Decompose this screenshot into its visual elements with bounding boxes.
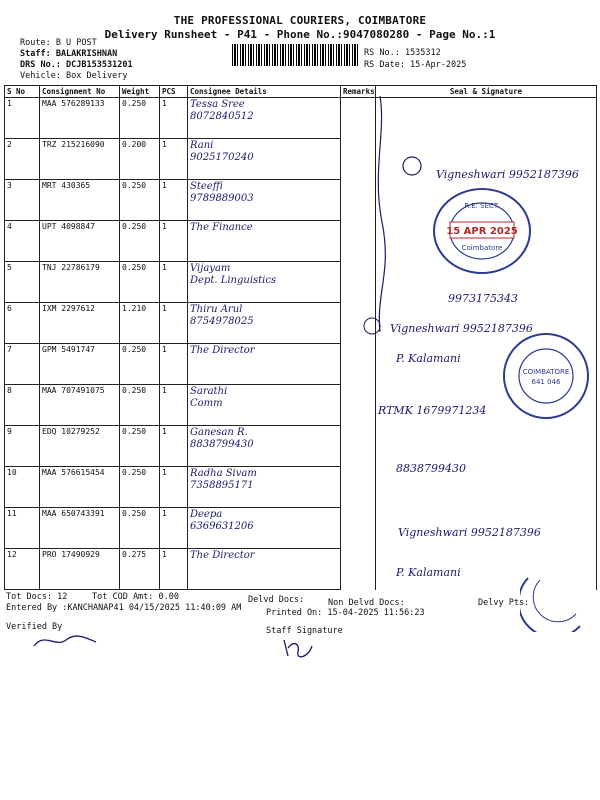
cell-weight: 0.250 — [120, 467, 160, 508]
cell-weight: 0.250 — [120, 426, 160, 467]
cell-consignee — [188, 98, 341, 139]
col-consignment: Consignment No — [40, 86, 120, 98]
rs-no: RS No.: 1535312 — [364, 48, 441, 58]
signature-row-5: 9973175343 — [448, 292, 518, 305]
cell-consignee — [188, 303, 341, 344]
cell-sno: 7 — [5, 344, 40, 385]
sheet-subtitle: Delivery Runsheet - P41 - Phone No.:9047080280 - Page No.:1 — [104, 28, 496, 41]
cell-sno: 3 — [5, 180, 40, 221]
consignee-phone: Comm — [190, 398, 223, 409]
svg-text:641 046: 641 046 — [531, 378, 561, 386]
cell-sno: 10 — [5, 467, 40, 508]
cell-weight: 0.250 — [120, 385, 160, 426]
cell-consignment-no: MAA 576615454 — [40, 467, 120, 508]
cell-sno: 2 — [5, 139, 40, 180]
cell-seal-signature — [376, 98, 597, 139]
col-consignee: Consignee Details — [188, 86, 341, 98]
consignee-name: The Finance — [190, 222, 253, 233]
consignee-name: Ganesan R. — [190, 427, 248, 438]
cell-sno: 12 — [5, 549, 40, 590]
table-row — [5, 98, 597, 139]
cell-consignee — [188, 139, 341, 180]
cell-consignment-no: GPM 5491747 — [40, 344, 120, 385]
cell-pcs: 1 — [160, 549, 188, 590]
signature-row-11: Vigneshwari 9952187396 — [398, 526, 541, 539]
consignee-phone: Dept. Linguistics — [190, 275, 277, 286]
signature-row-9: 8838799430 — [396, 462, 466, 475]
sheet-title: THE PROFESSIONAL COURIERS, COIMBATORE — [173, 14, 427, 27]
barcode — [232, 44, 360, 66]
university-stamp-2 — [500, 330, 592, 422]
cell-pcs: 1 — [160, 98, 188, 139]
col-seal: Seal & Signature — [376, 86, 597, 98]
consignee-phone: 9025170240 — [190, 152, 254, 163]
verified-signature — [30, 628, 100, 650]
cell-sno: 1 — [5, 98, 40, 139]
consignee-phone: 8072840512 — [190, 111, 254, 122]
svg-text:15 APR 2025: 15 APR 2025 — [446, 226, 518, 237]
cell-consignment-no: TRZ 215216090 — [40, 139, 120, 180]
tot-docs: Tot Docs: 12 — [6, 592, 68, 602]
signature-row-6: Vigneshwari 9952187396 — [390, 322, 533, 335]
cell-consignment-no: MRT 430365 — [40, 180, 120, 221]
cell-consignee — [188, 344, 341, 385]
cell-sno: 6 — [5, 303, 40, 344]
consignee-name: Radha Sivam — [190, 468, 257, 479]
cell-consignee — [188, 221, 341, 262]
cell-seal-signature — [376, 426, 597, 467]
table-row — [5, 426, 597, 467]
delvy-pts: Delvy Pts: — [478, 598, 530, 608]
cell-sno: 4 — [5, 221, 40, 262]
entered-by: Entered By :KANCHANAP41 04/15/2025 11:40:09 AM — [6, 603, 242, 613]
cell-weight: 0.250 — [120, 98, 160, 139]
col-weight: Weight — [120, 86, 160, 98]
cell-pcs: 1 — [160, 426, 188, 467]
signature-row-3: Vigneshwari 9952187396 — [436, 168, 579, 181]
staff-signature: Staff Signature — [266, 626, 343, 636]
verified-by: Verified By — [6, 622, 63, 632]
cell-sno: 9 — [5, 426, 40, 467]
consignee-name: Steeffi — [190, 181, 223, 192]
cell-weight: 0.250 — [120, 262, 160, 303]
tot-cod-amt: Tot COD Amt: 0.00 — [92, 592, 179, 602]
consignee-name: Deepa — [190, 509, 223, 520]
svg-text:R.E. SECT.: R.E. SECT. — [464, 202, 500, 210]
consignee-name: Rani — [190, 140, 214, 151]
circle-mark-3 — [400, 154, 426, 178]
drs-no: DRS No.: DCJB153531201 — [20, 60, 133, 70]
cell-weight: 0.250 — [120, 344, 160, 385]
col-remarks: Remarks — [341, 86, 376, 98]
consignee-name: Tessa Sree — [190, 99, 245, 110]
cell-pcs: 1 — [160, 262, 188, 303]
cell-consignee — [188, 180, 341, 221]
cell-sno: 11 — [5, 508, 40, 549]
cell-pcs: 1 — [160, 139, 188, 180]
cell-consignment-no: MAA 576289133 — [40, 98, 120, 139]
cell-consignee — [188, 508, 341, 549]
cell-consignment-no: IXM 2297612 — [40, 303, 120, 344]
consignee-phone: 9789889003 — [190, 193, 254, 204]
consignee-phone: 8838799430 — [190, 439, 254, 450]
table-row — [5, 467, 597, 508]
cell-consignee — [188, 262, 341, 303]
cell-weight: 0.250 — [120, 180, 160, 221]
cell-sno: 8 — [5, 385, 40, 426]
cell-consignee — [188, 549, 341, 590]
cell-pcs: 1 — [160, 508, 188, 549]
cell-consignment-no: TNJ 22786179 — [40, 262, 120, 303]
cell-consignment-no: UPT 4098847 — [40, 221, 120, 262]
non-delvd-docs: Non Delvd Docs: — [328, 598, 405, 608]
consignee-name: Thiru Arul — [190, 304, 243, 315]
cell-pcs: 1 — [160, 467, 188, 508]
vehicle: Vehicle: Box Delivery — [20, 71, 128, 81]
staff-signature-mark — [278, 636, 318, 660]
cell-consignee — [188, 467, 341, 508]
route: Route: B U POST — [20, 38, 97, 48]
cell-consignment-no: EDQ 10279252 — [40, 426, 120, 467]
cell-weight: 0.275 — [120, 549, 160, 590]
table-header-row — [5, 86, 597, 98]
cell-consignee — [188, 426, 341, 467]
university-stamp-3 — [520, 572, 590, 632]
remarks-ink-line — [360, 92, 400, 572]
consignee-name: The Director — [190, 345, 255, 356]
signature-row-7: P. Kalamani — [396, 352, 461, 365]
cell-pcs: 1 — [160, 221, 188, 262]
signature-row-8: RTMK 1679971234 — [378, 404, 487, 417]
printed-on: Printed On: 15-04-2025 11:56:23 — [266, 608, 425, 618]
university-stamp-1 — [430, 186, 534, 276]
cell-weight: 0.200 — [120, 139, 160, 180]
consignee-name: The Director — [190, 550, 255, 561]
delvd-docs: Delvd Docs: — [248, 595, 305, 605]
consignee-name: Sarathi — [190, 386, 228, 397]
signature-row-12: P. Kalamani — [396, 566, 461, 579]
cell-pcs: 1 — [160, 344, 188, 385]
consignee-name: Vijayam — [190, 263, 231, 274]
consignee-phone: 7358895171 — [190, 480, 254, 491]
rs-date: RS Date: 15-Apr-2025 — [364, 60, 467, 70]
cell-consignment-no: PRO 17490929 — [40, 549, 120, 590]
cell-sno: 5 — [5, 262, 40, 303]
cell-pcs: 1 — [160, 180, 188, 221]
cell-weight: 1.210 — [120, 303, 160, 344]
cell-weight: 0.250 — [120, 221, 160, 262]
cell-consignee — [188, 385, 341, 426]
col-sno: S No — [5, 86, 40, 98]
table-row — [5, 549, 597, 590]
cell-consignment-no: MAA 707491075 — [40, 385, 120, 426]
cell-consignment-no: MAA 650743391 — [40, 508, 120, 549]
col-pcs: PCS — [160, 86, 188, 98]
cell-pcs: 1 — [160, 303, 188, 344]
staff: Staff: BALAKRISHNAN — [20, 49, 118, 59]
cell-pcs: 1 — [160, 385, 188, 426]
cell-weight: 0.250 — [120, 508, 160, 549]
svg-text:Coimbatore: Coimbatore — [461, 244, 503, 252]
consignee-phone: 8754978025 — [190, 316, 254, 327]
consignee-phone: 6369631206 — [190, 521, 254, 532]
svg-text:COIMBATORE: COIMBATORE — [522, 368, 570, 376]
